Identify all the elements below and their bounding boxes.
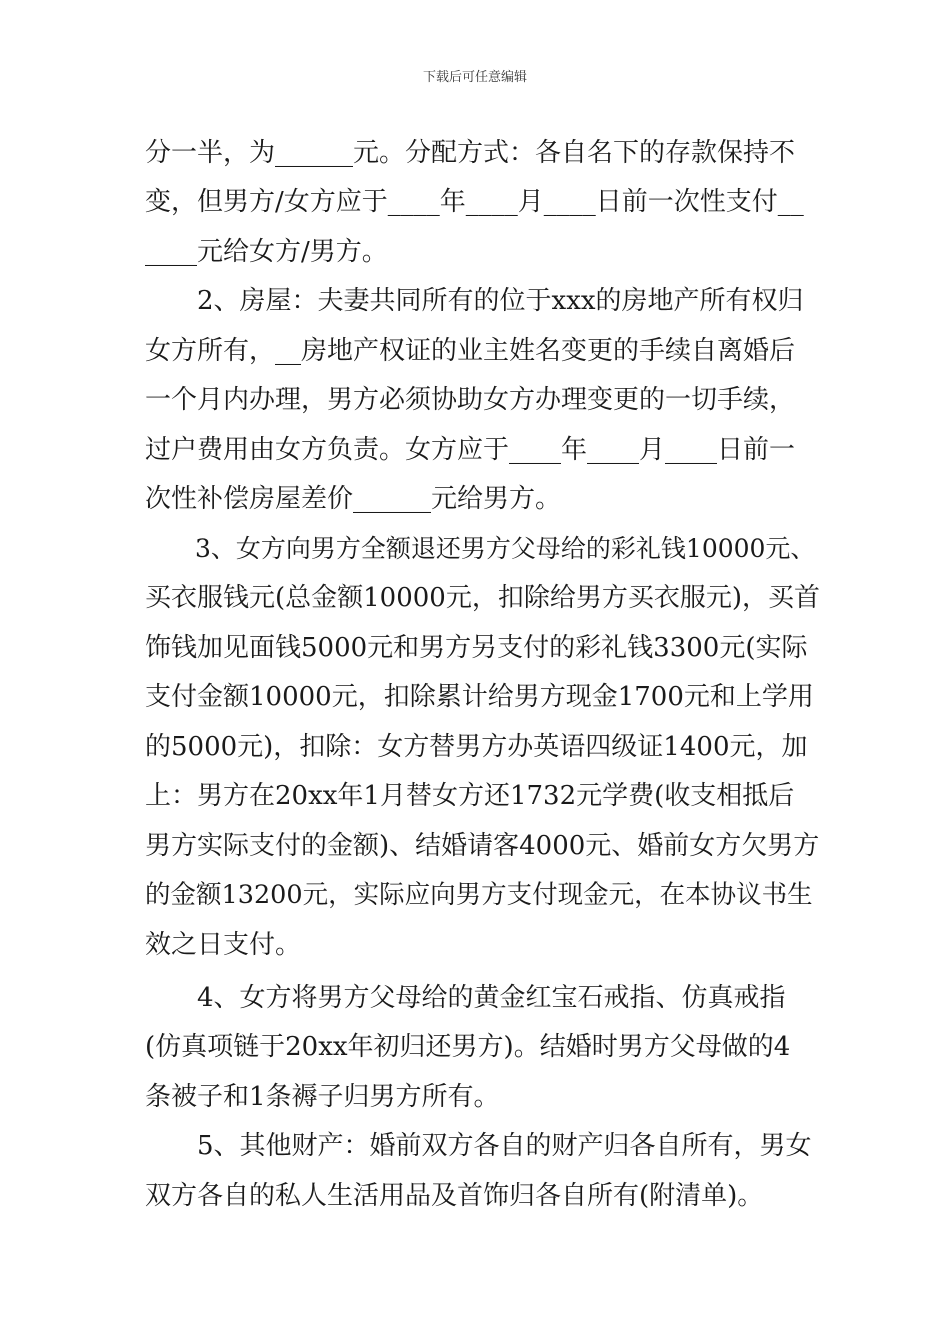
text-line: 的金额13200元，实际应向男方支付现金元，在本协议书生 (145, 880, 813, 910)
text-line: 女方所有，__房地产权证的业主姓名变更的手续自离婚后 (145, 336, 796, 366)
text-line: 4、女方将男方父母给的黄金红宝石戒指、仿真戒指 (145, 983, 786, 1013)
text-line: 上：男方在20xx年1月替女方还1732元学费(收支相抵后 (145, 781, 795, 811)
text-line: 一个月内办理，男方必须协助女方办理变更的一切手续， (145, 385, 796, 415)
text-line: 买衣服钱元(总金额10000元，扣除给男方买衣服元)，买首 (145, 583, 820, 613)
text-line: 双方各自的私人生活用品及首饰归各自所有(附清单)。 (145, 1181, 764, 1211)
text-line: 饰钱加见面钱5000元和男方另支付的彩礼钱3300元(实际 (145, 633, 808, 663)
text-line: 男方实际支付的金额)、结婚请客4000元、婚前女方欠男方 (145, 831, 820, 861)
text-line: 支付金额10000元，扣除累计给男方现金1700元和上学用 (145, 682, 814, 712)
text-line: 的5000元)，扣除：女方替男方办英语四级证1400元，加 (145, 732, 808, 762)
text-line: 分一半，为______元。分配方式：各自名下的存款保持不 (145, 138, 796, 168)
text-line: (仿真项链于20xx年初归还男方)。结婚时男方父母做的4 (145, 1032, 791, 1062)
text-line: 3、女方向男方全额退还男方父母给的彩礼钱10000元、 (145, 534, 816, 563)
page-header: 下载后可任意编辑 (422, 70, 527, 85)
text-line: 5、其他财产：婚前双方各自的财产归各自所有，男女 (145, 1131, 812, 1161)
text-line: 效之日支付。 (145, 930, 302, 960)
text-line: 过户费用由女方负责。女方应于____年____月____日前一 (145, 435, 796, 465)
text-line: ____元给女方/男方。 (145, 237, 388, 267)
text-line: 条被子和1条褥子归男方所有。 (145, 1082, 500, 1112)
text-line: 变，但男方/女方应于____年____月____日前一次性支付__ (145, 187, 804, 217)
text-line: 2、房屋：夫妻共同所有的位于xxx的房地产所有权归 (145, 286, 804, 316)
text-line: 次性补偿房屋差价______元给男方。 (145, 484, 562, 514)
